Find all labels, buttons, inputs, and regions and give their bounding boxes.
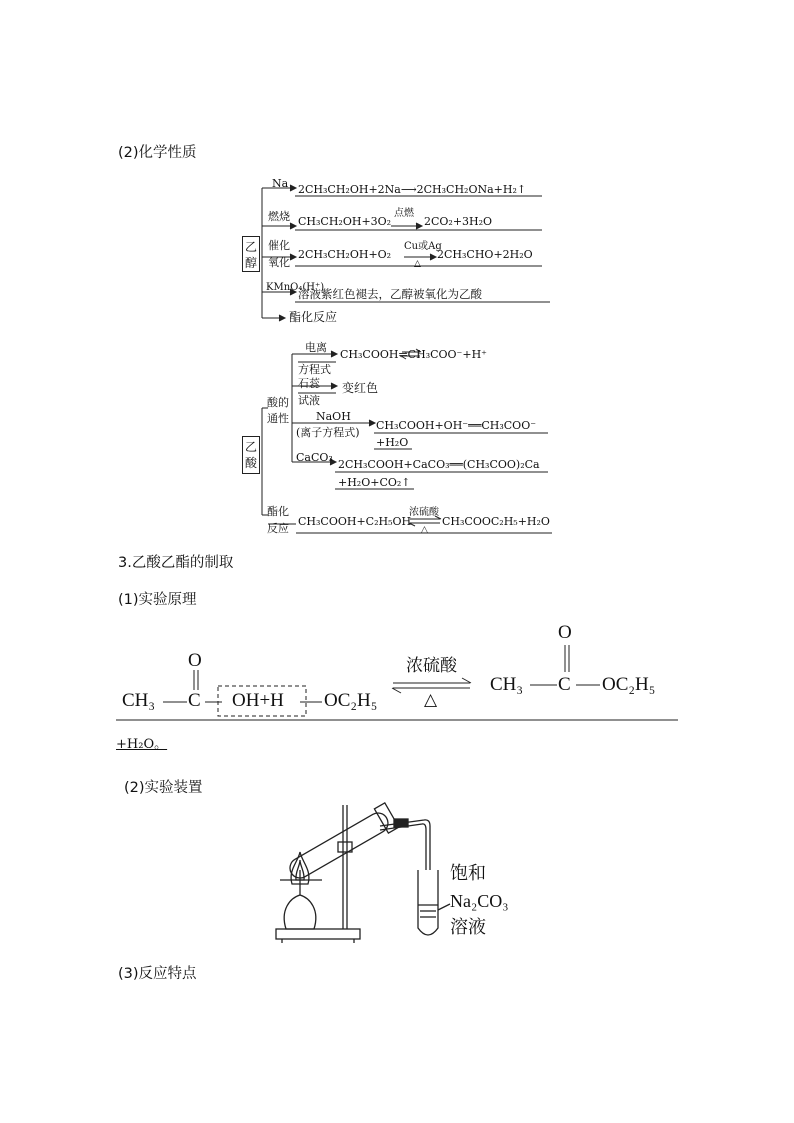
acetic-ester-right: CH₃COOC₂H₅+H₂O xyxy=(442,515,550,528)
ethanol-eq-burn-left: CH₃CH₂OH+3O₂ xyxy=(298,215,392,228)
apparatus-label-1: 饱和 xyxy=(450,863,486,884)
principle-tail: +H₂O。 xyxy=(116,737,168,752)
acetic-cond-litmus2: 试液 xyxy=(298,394,320,407)
acetic-cond-naoh1: NaOH xyxy=(316,410,351,423)
acetic-eq-caco3-2: +H₂O+CO₂↑ xyxy=(338,476,411,489)
acetic-box-label: 乙酸 xyxy=(244,440,257,470)
heading-apparatus: (2)实验装置 xyxy=(124,780,203,796)
acetic-ester-label2: 反应 xyxy=(267,522,289,535)
principle-oh-h: OH+H xyxy=(232,690,284,711)
ethanol-eq-cat-over: Cu或Ag xyxy=(404,241,442,252)
acetic-eq-naoh1: CH₃COOH+OH⁻══CH₃COO⁻ xyxy=(376,419,537,432)
ethanol-cond-burn: 燃烧 xyxy=(268,210,290,223)
ethanol-cond-cat2: 氧化 xyxy=(268,256,290,269)
acetic-cond-litmus1: 石蕊 xyxy=(298,377,320,390)
acetic-cond-caco3: CaCO₃ xyxy=(296,451,333,464)
ethanol-eq-kmno4: 溶液紫红色褪去，乙醇被氧化为乙酸 xyxy=(298,287,482,301)
ethanol-eq-cat-left: 2CH₃CH₂OH+O₂ xyxy=(298,248,392,261)
acetic-eq-ion: CH₃COOH⇌CH₃COO⁻+H⁺ xyxy=(340,348,487,361)
acetic-eq-caco3-1: 2CH₃COOH+CaCO₃══(CH₃COO)₂Ca xyxy=(338,458,540,471)
principle-under: △ xyxy=(424,690,438,710)
acetic-cond-ion2: 方程式 xyxy=(298,363,331,376)
acetic-acid-label1: 酸的 xyxy=(267,396,289,409)
ethanol-cond-kmno4: KMnO₄(H⁺) xyxy=(266,282,325,293)
acetic-acid-label2: 通性 xyxy=(267,412,289,425)
acetic-ester-under: △ xyxy=(421,525,428,535)
apparatus-label-3: 溶液 xyxy=(450,917,486,938)
ethanol-box-label: 乙醇 xyxy=(244,240,257,270)
ethanol-eq-cat-under: △ xyxy=(414,259,421,269)
ethanol-eq-na: 2CH₃CH₂OH+2Na⟶2CH₃CH₂ONa+H₂↑ xyxy=(298,183,527,196)
principle-left-c: C xyxy=(188,690,201,711)
principle-over: 浓硫酸 xyxy=(406,656,457,676)
ethanol-eq-ester: 酯化反应 xyxy=(289,310,338,324)
ethanol-eq-burn-right: 2CO₂+3H₂O xyxy=(424,215,493,228)
principle-right-oc2h5: OC₂H₅ xyxy=(602,674,656,695)
ethanol-eq-cat-right: 2CH₃CHO+2H₂O xyxy=(437,248,533,261)
heading-features: (3)反应特点 xyxy=(118,966,197,982)
acetic-eq-naoh2: +H₂O xyxy=(376,436,409,449)
principle-right-ch3: CH₃ xyxy=(490,674,524,695)
acetic-cond-ion1: 电离 xyxy=(305,341,327,354)
heading-principle: (1)实验原理 xyxy=(118,592,197,608)
acetic-eq-litmus: 变红色 xyxy=(342,381,379,395)
principle-left-ch3: CH₃ xyxy=(122,690,156,711)
ethanol-cond-cat1: 催化 xyxy=(268,239,290,252)
acetic-ester-left: CH₃COOH+C₂H₅OH xyxy=(298,515,412,528)
acetic-ester-over: 浓硫酸 xyxy=(409,507,439,518)
principle-right-o: O xyxy=(558,622,572,643)
principle-right-c: C xyxy=(558,674,571,695)
principle-left-o: O xyxy=(188,650,202,671)
principle-oc2h5: OC₂H₅ xyxy=(324,690,378,711)
ethanol-eq-burn-over: 点燃 xyxy=(394,208,414,219)
apparatus-label-2: Na₂CO₃ xyxy=(450,891,509,911)
ethanol-cond-na: Na xyxy=(272,177,289,190)
acetic-cond-naoh2: (离子方程式) xyxy=(296,426,360,439)
heading-section3: 3.乙酸乙酯的制取 xyxy=(118,555,234,571)
heading-chem-props: (2)化学性质 xyxy=(118,145,197,161)
acetic-ester-label1: 酯化 xyxy=(267,505,289,518)
